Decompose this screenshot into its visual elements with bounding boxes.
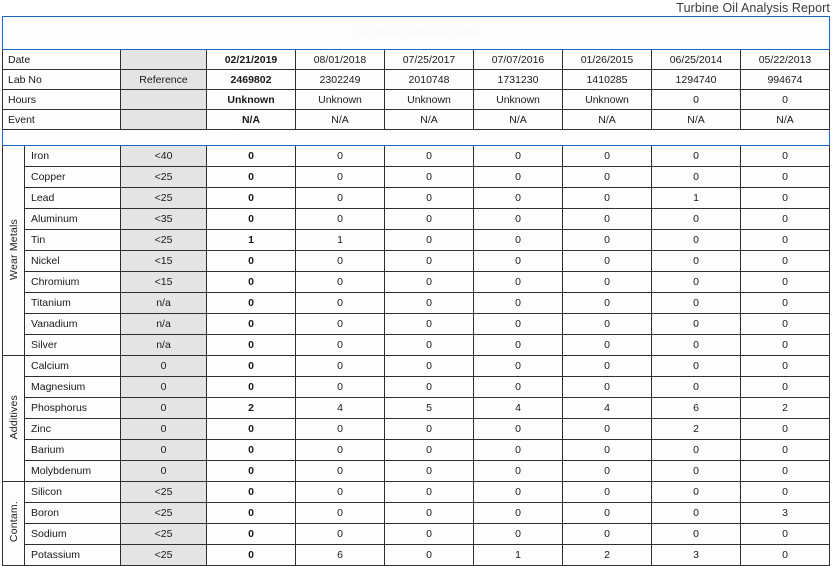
- info-row-reference: Reference: [121, 70, 207, 90]
- info-row-label: Lab No: [3, 70, 121, 90]
- summary-table-container: [2, 16, 830, 566]
- analyte-value: 0: [652, 440, 741, 461]
- analyte-value: 0: [474, 482, 563, 503]
- info-row-label: Event: [3, 110, 121, 130]
- table-row: [3, 398, 830, 419]
- analyte-value: 0: [385, 146, 474, 167]
- analyte-name: Chromium: [25, 272, 121, 293]
- analyte-value: 0: [207, 209, 296, 230]
- analyte-value: 0: [474, 503, 563, 524]
- analyte-value: 5: [385, 398, 474, 419]
- info-row-value: 0: [741, 90, 830, 110]
- analyte-value: 0: [207, 524, 296, 545]
- analyte-value: 0: [207, 356, 296, 377]
- table-row: [3, 545, 830, 566]
- analyte-name: Magnesium: [25, 377, 121, 398]
- analyte-name: Nickel: [25, 251, 121, 272]
- analyte-group-label-text: Contam.: [7, 501, 20, 543]
- analyte-name: Potassium: [25, 545, 121, 566]
- table-row: [3, 146, 830, 167]
- analyte-value: 0: [563, 230, 652, 251]
- table-row: [3, 524, 830, 545]
- analyte-value: 0: [385, 419, 474, 440]
- analyte-reference-limit: <25: [121, 230, 207, 251]
- info-row-value: 1731230: [474, 70, 563, 90]
- analyte-value: 0: [207, 482, 296, 503]
- analyte-value: 0: [385, 314, 474, 335]
- analyte-value: 0: [207, 377, 296, 398]
- analyte-value: 0: [652, 167, 741, 188]
- analyte-value: 0: [207, 419, 296, 440]
- analyte-value: 0: [563, 167, 652, 188]
- analyte-value: 0: [207, 188, 296, 209]
- analyte-value: 0: [296, 293, 385, 314]
- analyte-value: 0: [652, 503, 741, 524]
- analyte-value: 0: [563, 335, 652, 356]
- analyte-reference-limit: 0: [121, 461, 207, 482]
- analyte-value: 3: [652, 545, 741, 566]
- analyte-reference-limit: n/a: [121, 335, 207, 356]
- analyte-value: 0: [474, 209, 563, 230]
- table-row: [3, 188, 830, 209]
- analyte-reference-limit: <40: [121, 146, 207, 167]
- analyte-name: Silicon: [25, 482, 121, 503]
- analyte-value: 0: [385, 440, 474, 461]
- analyte-value: 0: [296, 461, 385, 482]
- report-caption: Turbine Oil Analysis Report: [676, 1, 830, 15]
- table-row: [3, 230, 830, 251]
- analyte-value: 0: [474, 230, 563, 251]
- analyte-value: 0: [385, 482, 474, 503]
- analyte-value: 2: [741, 398, 830, 419]
- analyte-value: 0: [563, 377, 652, 398]
- analyte-value: 0: [296, 251, 385, 272]
- analyte-value: 0: [741, 356, 830, 377]
- info-row-reference: [121, 90, 207, 110]
- analyte-value: 0: [741, 482, 830, 503]
- analyte-value: 0: [741, 293, 830, 314]
- test-data-summary-table: [2, 16, 830, 566]
- analyte-value: 0: [652, 293, 741, 314]
- analyte-name: Calcium: [25, 356, 121, 377]
- info-row-value: Unknown: [563, 90, 652, 110]
- analyte-value: 4: [474, 398, 563, 419]
- analyte-value: 0: [296, 335, 385, 356]
- analyte-value: 0: [741, 272, 830, 293]
- info-row-label: Hours: [3, 90, 121, 110]
- analyte-reference-limit: 0: [121, 440, 207, 461]
- analyte-name: Phosphorus: [25, 398, 121, 419]
- analyte-reference-limit: <25: [121, 524, 207, 545]
- analyte-name: Silver: [25, 335, 121, 356]
- analyte-value: 0: [385, 545, 474, 566]
- analyte-value: 0: [296, 482, 385, 503]
- analyte-name: Barium: [25, 440, 121, 461]
- analyte-value: 0: [652, 146, 741, 167]
- analyte-value: 0: [741, 335, 830, 356]
- analyte-name: Tin: [25, 230, 121, 251]
- analyte-value: 0: [207, 314, 296, 335]
- analyte-value: 0: [474, 251, 563, 272]
- analyte-name: Zinc: [25, 419, 121, 440]
- analyte-value: 0: [385, 251, 474, 272]
- analyte-value: 0: [563, 293, 652, 314]
- info-row-value: 08/01/2018: [296, 50, 385, 70]
- analyte-group-label: [3, 356, 25, 482]
- analyte-value: 0: [474, 377, 563, 398]
- analyte-value: 0: [474, 167, 563, 188]
- info-row-value: N/A: [296, 110, 385, 130]
- analyte-value: 0: [385, 167, 474, 188]
- analyte-reference-limit: 0: [121, 398, 207, 419]
- info-row-value: N/A: [474, 110, 563, 130]
- info-row-reference: [121, 110, 207, 130]
- info-row-value: 1410285: [563, 70, 652, 90]
- analyte-value: 0: [652, 209, 741, 230]
- analyte-value: 0: [652, 377, 741, 398]
- analyte-value: 0: [207, 440, 296, 461]
- analyte-value: 0: [296, 314, 385, 335]
- analyte-value: 0: [296, 524, 385, 545]
- analyte-value: 0: [474, 146, 563, 167]
- analyte-group-label: [3, 146, 25, 356]
- analyte-value: 0: [385, 356, 474, 377]
- analyte-value: 0: [296, 146, 385, 167]
- analyte-value: 0: [563, 524, 652, 545]
- analyte-value: 0: [563, 272, 652, 293]
- analyte-value: 0: [207, 293, 296, 314]
- info-row-value: 02/21/2019: [207, 50, 296, 70]
- analyte-value: 0: [385, 293, 474, 314]
- analyte-value: 0: [652, 272, 741, 293]
- analyte-value: 0: [563, 188, 652, 209]
- analyte-value: 1: [207, 230, 296, 251]
- analyte-value: 0: [296, 209, 385, 230]
- info-row-value: 01/26/2015: [563, 50, 652, 70]
- info-row-value: Unknown: [385, 90, 474, 110]
- analyte-value: 0: [563, 482, 652, 503]
- info-row-value: 2302249: [296, 70, 385, 90]
- analyte-name: Copper: [25, 167, 121, 188]
- analyte-value: 0: [741, 524, 830, 545]
- analyte-reference-limit: <25: [121, 482, 207, 503]
- analyte-value: 0: [296, 272, 385, 293]
- analyte-name: Titanium: [25, 293, 121, 314]
- analyte-value: 6: [652, 398, 741, 419]
- info-row-value: N/A: [652, 110, 741, 130]
- analyte-name: Vanadium: [25, 314, 121, 335]
- analyte-value: 0: [741, 461, 830, 482]
- analyte-value: 1: [474, 545, 563, 566]
- analyte-value: 0: [474, 440, 563, 461]
- analyte-value: 0: [563, 419, 652, 440]
- analyte-value: 0: [296, 440, 385, 461]
- info-row-value: 994674: [741, 70, 830, 90]
- analyte-value: 0: [207, 272, 296, 293]
- table-row: [3, 251, 830, 272]
- info-row-value: Unknown: [474, 90, 563, 110]
- info-row-reference: [121, 50, 207, 70]
- analyte-value: 2: [652, 419, 741, 440]
- analyte-value: 0: [741, 188, 830, 209]
- analyte-value: 0: [207, 251, 296, 272]
- analyte-value: 0: [385, 209, 474, 230]
- section-band-label: SPECTROSCOPIC ANALYSIS (Reported in ppm) ASTM D5185 MOD: [3, 130, 830, 146]
- analyte-value: 0: [741, 146, 830, 167]
- analyte-value: 0: [563, 251, 652, 272]
- info-row-value: 05/22/2013: [741, 50, 830, 70]
- analyte-reference-limit: <25: [121, 167, 207, 188]
- analyte-group-label-text: Wear Metals: [7, 218, 20, 280]
- table-row: [3, 335, 830, 356]
- analyte-value: 0: [741, 230, 830, 251]
- analyte-value: 0: [563, 146, 652, 167]
- info-row: [3, 50, 830, 70]
- table-row: [3, 272, 830, 293]
- info-row-value: 1294740: [652, 70, 741, 90]
- analyte-value: 1: [652, 188, 741, 209]
- analyte-reference-limit: <15: [121, 251, 207, 272]
- analyte-value: 0: [296, 188, 385, 209]
- analyte-value: 0: [652, 314, 741, 335]
- analyte-value: 0: [296, 419, 385, 440]
- analyte-reference-limit: 0: [121, 356, 207, 377]
- analyte-value: 4: [296, 398, 385, 419]
- info-row-value: 07/07/2016: [474, 50, 563, 70]
- analyte-reference-limit: <35: [121, 209, 207, 230]
- analyte-value: 2: [207, 398, 296, 419]
- table-row: [3, 440, 830, 461]
- analyte-value: 0: [741, 419, 830, 440]
- analyte-value: 4: [563, 398, 652, 419]
- info-row-value: N/A: [741, 110, 830, 130]
- analyte-value: 6: [296, 545, 385, 566]
- analyte-value: 0: [385, 524, 474, 545]
- table-title-row: [3, 17, 830, 50]
- analyte-value: 2: [563, 545, 652, 566]
- analyte-value: 0: [207, 335, 296, 356]
- info-row-value: Unknown: [207, 90, 296, 110]
- section-band-row: [3, 130, 830, 146]
- analyte-value: 0: [741, 167, 830, 188]
- analyte-value: 0: [207, 146, 296, 167]
- info-row: [3, 70, 830, 90]
- table-row: [3, 419, 830, 440]
- analyte-value: 0: [652, 461, 741, 482]
- analyte-value: 0: [207, 503, 296, 524]
- analyte-value: 0: [741, 251, 830, 272]
- analyte-reference-limit: <25: [121, 503, 207, 524]
- analyte-value: 0: [474, 188, 563, 209]
- analyte-value: 0: [652, 251, 741, 272]
- analyte-value: 0: [563, 356, 652, 377]
- analyte-name: Boron: [25, 503, 121, 524]
- analyte-value: 0: [385, 461, 474, 482]
- analyte-group-label: [3, 482, 25, 566]
- analyte-value: 0: [741, 440, 830, 461]
- analyte-value: 0: [385, 188, 474, 209]
- info-row-value: N/A: [207, 110, 296, 130]
- info-row-value: 2469802: [207, 70, 296, 90]
- analyte-reference-limit: 0: [121, 419, 207, 440]
- analyte-name: Lead: [25, 188, 121, 209]
- table-row: [3, 314, 830, 335]
- analyte-value: 0: [652, 335, 741, 356]
- analyte-reference-limit: n/a: [121, 293, 207, 314]
- info-row-value: Unknown: [296, 90, 385, 110]
- analyte-reference-limit: <15: [121, 272, 207, 293]
- analyte-value: 0: [385, 335, 474, 356]
- analyte-value: 0: [741, 209, 830, 230]
- analyte-value: 0: [741, 377, 830, 398]
- analyte-value: 0: [296, 356, 385, 377]
- analyte-name: Iron: [25, 146, 121, 167]
- analyte-value: 0: [563, 209, 652, 230]
- analyte-name: Sodium: [25, 524, 121, 545]
- analyte-value: 0: [741, 314, 830, 335]
- info-row-value: 2010748: [385, 70, 474, 90]
- info-row-value: 0: [652, 90, 741, 110]
- analyte-value: 0: [474, 272, 563, 293]
- table-row: [3, 482, 830, 503]
- analyte-value: 0: [207, 545, 296, 566]
- analyte-value: 0: [207, 461, 296, 482]
- analyte-value: 0: [741, 545, 830, 566]
- analyte-value: 0: [474, 335, 563, 356]
- table-row: [3, 461, 830, 482]
- table-row: [3, 356, 830, 377]
- analyte-value: 0: [474, 293, 563, 314]
- analyte-value: 1: [296, 230, 385, 251]
- info-row-value: 06/25/2014: [652, 50, 741, 70]
- analyte-value: 0: [563, 440, 652, 461]
- info-row-value: N/A: [385, 110, 474, 130]
- analyte-value: 0: [385, 272, 474, 293]
- analyte-group-label-text: Additives: [7, 394, 20, 440]
- analyte-value: 0: [652, 230, 741, 251]
- analyte-name: Molybdenum: [25, 461, 121, 482]
- analyte-reference-limit: <25: [121, 545, 207, 566]
- analyte-value: 0: [652, 356, 741, 377]
- table-row: [3, 503, 830, 524]
- analyte-value: 0: [474, 356, 563, 377]
- analyte-value: 0: [563, 314, 652, 335]
- analyte-value: 0: [474, 314, 563, 335]
- analyte-value: 0: [563, 461, 652, 482]
- table-row: [3, 377, 830, 398]
- analyte-value: 0: [474, 419, 563, 440]
- analyte-value: 0: [652, 524, 741, 545]
- info-row: [3, 110, 830, 130]
- analyte-value: 0: [385, 503, 474, 524]
- table-row: [3, 293, 830, 314]
- table-title: Test Data Summary Table: [3, 17, 830, 50]
- info-row-value: N/A: [563, 110, 652, 130]
- analyte-name: Aluminum: [25, 209, 121, 230]
- table-row: [3, 209, 830, 230]
- info-row: [3, 90, 830, 110]
- table-row: [3, 167, 830, 188]
- analyte-value: 0: [296, 503, 385, 524]
- analyte-value: 0: [207, 167, 296, 188]
- analyte-value: 0: [652, 482, 741, 503]
- analyte-value: 3: [741, 503, 830, 524]
- analyte-reference-limit: <25: [121, 188, 207, 209]
- analyte-reference-limit: 0: [121, 377, 207, 398]
- analyte-reference-limit: n/a: [121, 314, 207, 335]
- analyte-value: 0: [385, 230, 474, 251]
- analyte-value: 0: [296, 167, 385, 188]
- analyte-value: 0: [296, 377, 385, 398]
- info-row-value: 07/25/2017: [385, 50, 474, 70]
- analyte-value: 0: [563, 503, 652, 524]
- info-row-label: Date: [3, 50, 121, 70]
- analyte-value: 0: [385, 377, 474, 398]
- analyte-value: 0: [474, 524, 563, 545]
- analyte-value: 0: [474, 461, 563, 482]
